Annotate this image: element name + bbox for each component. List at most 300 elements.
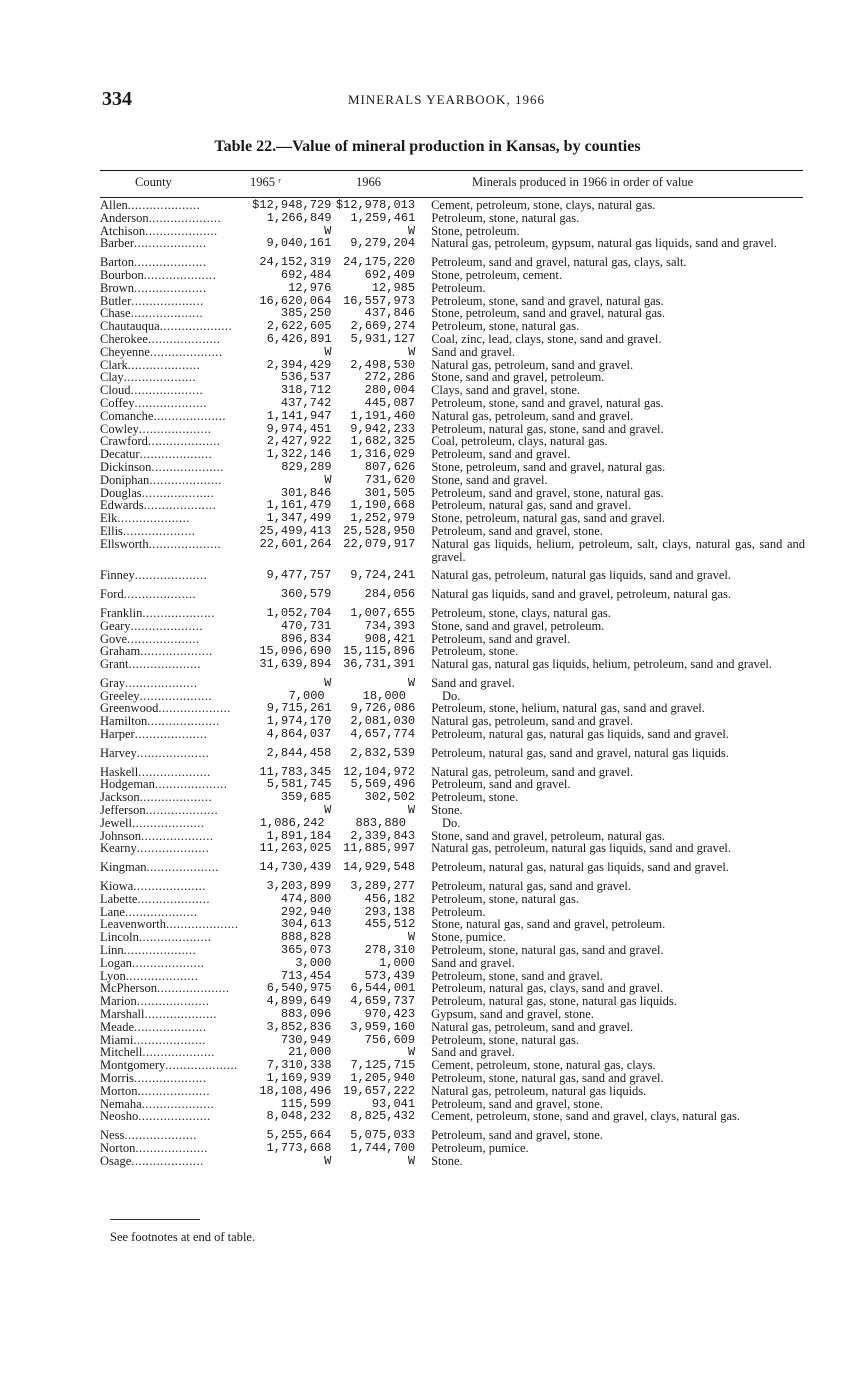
leader-dots: .................... <box>159 319 233 334</box>
value-1966: 1,316,029 <box>350 447 416 462</box>
table-row <box>100 237 805 250</box>
leader-dots: .................... <box>124 904 198 919</box>
value-1966: 5,569,496 <box>350 777 416 792</box>
value-1966: 14,929,548 <box>343 860 416 875</box>
county-name: Morris <box>100 1071 135 1085</box>
county-name: Logan <box>100 955 132 970</box>
value-1966: 573,439 <box>364 968 416 983</box>
column-header-1966: 1966 <box>356 175 381 189</box>
leader-dots: .................... <box>131 1153 204 1168</box>
value-1966: 302,502 <box>364 790 416 805</box>
value-1966: W <box>407 930 416 945</box>
value-1965: 18,108,496 <box>259 1083 332 1098</box>
minerals-produced: Sand and gravel. <box>431 1045 515 1060</box>
minerals-produced: Natural gas, petroleum, sand and gravel. <box>431 408 634 423</box>
leader-dots: .................... <box>148 210 222 225</box>
value-1966: 4,657,774 <box>350 727 416 742</box>
value-1966: 3,289,277 <box>350 879 416 894</box>
value-1965: 2,622,605 <box>266 319 332 334</box>
leader-dots: .................... <box>123 943 197 958</box>
value-1966: 692,409 <box>364 267 416 282</box>
minerals-produced: Petroleum, sand and gravel, stone, natural gas. <box>431 485 664 500</box>
leader-dots: .................... <box>122 523 196 538</box>
table-row <box>100 620 805 633</box>
county-name: Ford <box>100 587 124 602</box>
value-1966: $12,978,013 <box>335 198 416 212</box>
value-1965: 3,000 <box>295 955 332 970</box>
county-name: Brown <box>100 280 135 295</box>
county-name: Edwards <box>100 498 144 513</box>
value-1965: 1,974,170 <box>266 714 332 729</box>
value-1966: W <box>407 1153 416 1168</box>
minerals-produced: Petroleum, stone, natural gas, sand and gravel. <box>431 943 664 958</box>
value-1965: 9,715,261 <box>266 701 332 716</box>
value-1965: 8,048,232 <box>266 1109 332 1124</box>
minerals-produced: Petroleum, natural gas, natural gas liquids, sand and gravel. <box>431 860 729 875</box>
minerals-produced: Petroleum, natural gas, sand and gravel. <box>431 498 632 513</box>
value-1966: W <box>407 803 416 818</box>
county-name: Cloud <box>100 383 131 398</box>
value-1966: 9,724,241 <box>350 568 416 583</box>
leader-dots: .................... <box>131 955 205 970</box>
value-1965: W <box>324 1153 332 1168</box>
leader-dots: .................... <box>137 1083 210 1098</box>
county-cell <box>100 861 220 874</box>
county-name: Cowley <box>100 421 139 436</box>
leader-dots: .................... <box>117 511 190 526</box>
value-1966: 1,252,979 <box>350 511 416 526</box>
value-1965: 2,394,429 <box>266 357 332 372</box>
minerals-produced: Petroleum. <box>431 280 486 295</box>
value-1966: 272,286 <box>364 370 416 385</box>
value-1966: 445,087 <box>364 395 416 410</box>
value-1966: 11,885,997 <box>343 841 416 856</box>
value-1965: 730,949 <box>280 1032 332 1047</box>
leader-dots: .................... <box>151 459 224 474</box>
table-row <box>100 893 805 906</box>
county-name: Lane <box>100 904 125 919</box>
minerals-produced: Petroleum, stone, natural gas. <box>431 1032 579 1047</box>
minerals-produced: Stone. <box>431 803 463 818</box>
leader-dots: .................... <box>138 764 211 779</box>
column-header-county: County <box>135 175 172 189</box>
county-name: Mitchell <box>100 1045 143 1060</box>
minerals-produced: Petroleum, sand and gravel, stone. <box>431 1096 603 1111</box>
value-1966: 8,825,432 <box>350 1109 416 1124</box>
minerals-produced: Stone, natural gas, sand and gravel, petroleum. <box>431 917 666 932</box>
minerals-produced: Petroleum, sand and gravel. <box>431 631 571 646</box>
leader-dots: .................... <box>142 1045 215 1060</box>
county-name: Greenwood <box>100 701 159 716</box>
table-row <box>100 944 805 957</box>
value-1965: 14,730,439 <box>259 860 332 875</box>
minerals-produced: Petroleum, natural gas, stone, natural gas liquids. <box>431 994 677 1009</box>
leader-dots: .................... <box>134 568 208 583</box>
county-name: Labette <box>100 891 138 906</box>
minerals-produced: Petroleum, stone, natural gas. <box>431 319 580 334</box>
county-name: Barber <box>100 236 135 251</box>
minerals-produced: Clays, sand and gravel, stone. <box>431 383 581 398</box>
table-row <box>100 658 805 671</box>
value-1966: 12,985 <box>371 280 416 295</box>
county-name: Haskell <box>100 764 139 779</box>
value-1966: 1,682,325 <box>350 434 416 449</box>
value-1966: 5,931,127 <box>350 331 416 346</box>
minerals-produced: Stone, sand and gravel. <box>431 472 548 487</box>
value-1965: 1,161,479 <box>266 498 332 513</box>
value-1965: 31,639,894 <box>259 657 332 672</box>
value-1965: 25,499,413 <box>259 523 332 538</box>
table-row <box>100 1110 805 1123</box>
value-1965: 883,096 <box>280 1007 332 1022</box>
county-name: Jefferson <box>100 803 146 818</box>
value-1965: 9,040,161 <box>266 236 332 251</box>
minerals-produced: Do. <box>441 815 461 830</box>
leader-dots: .................... <box>123 587 197 602</box>
leader-dots: .................... <box>140 644 213 659</box>
minerals-produced: Petroleum, natural gas, clays, sand and gravel. <box>431 981 664 996</box>
value-1965: 474,800 <box>280 891 332 906</box>
value-1965: 5,255,664 <box>266 1128 332 1143</box>
minerals-produced: Petroleum, sand and gravel, natural gas, clays, salt. <box>431 255 687 270</box>
column-header-1965: 1965 ʳ <box>250 175 281 189</box>
footnote: See footnotes at end of table. <box>110 1230 256 1244</box>
minerals-produced: Petroleum, sand and gravel, stone. <box>431 1128 603 1143</box>
value-1966: 1,190,668 <box>350 498 416 513</box>
county-name: Butler <box>100 293 132 308</box>
county-name: Franklin <box>100 605 143 620</box>
county-name: Ellsworth <box>100 536 149 551</box>
table-row <box>100 861 805 874</box>
value-1966: 93,041 <box>371 1096 416 1111</box>
value-1966: 2,832,539 <box>350 745 416 760</box>
value-1965: 6,540,975 <box>266 981 332 996</box>
value-1965: 301,846 <box>280 485 332 500</box>
value-1966: W <box>407 223 416 238</box>
county-name: Allen <box>100 198 128 212</box>
county-name: Lincoln <box>100 930 139 945</box>
leader-dots: .................... <box>134 395 207 410</box>
county-name: Crawford <box>100 434 148 449</box>
value-1966: 24,175,220 <box>343 255 416 270</box>
value-1966: 756,609 <box>364 1032 416 1047</box>
leader-dots: .................... <box>136 745 210 760</box>
minerals-produced: Petroleum, stone, natural gas, sand and gravel. <box>431 1071 664 1085</box>
county-name: Jewell <box>100 815 132 830</box>
county-name: Clay <box>100 370 124 385</box>
value-1966: W <box>408 344 416 359</box>
value-1965: 11,783,345 <box>259 764 332 779</box>
value-1966: 2,339,843 <box>350 828 416 843</box>
value-1966: 970,423 <box>364 1007 416 1022</box>
minerals-produced: Gypsum, sand and gravel, stone. <box>431 1007 594 1022</box>
minerals-produced: Cement, petroleum, stone, clays, natural gas. <box>431 198 656 212</box>
county-name: Leavenworth <box>100 917 166 932</box>
county-name: Morton <box>100 1083 138 1098</box>
county-name: Kearny <box>100 841 137 856</box>
value-1966: 2,498,530 <box>350 357 416 372</box>
leader-dots: .................... <box>135 1140 208 1155</box>
value-1965: 16,620,064 <box>259 293 332 308</box>
county-cell <box>100 728 220 741</box>
minerals-produced: Natural gas, petroleum, sand and gravel. <box>431 1019 634 1034</box>
value-1966: 19,657,222 <box>343 1083 416 1098</box>
minerals-produced: Natural gas, petroleum, natural gas liquids, sand and gravel. <box>431 841 731 856</box>
leader-dots: .................... <box>134 727 208 742</box>
value-1965: 2,844,458 <box>266 745 332 760</box>
minerals-produced: Stone, petroleum, natural gas, sand and gravel. <box>431 511 666 526</box>
value-1966: 1,000 <box>379 955 416 970</box>
value-1965: 1,773,668 <box>266 1140 332 1155</box>
leader-dots: .................... <box>140 828 214 843</box>
value-1965: 360,579 <box>280 587 332 602</box>
minerals-produced: Natural gas, petroleum, natural gas liquids. <box>431 1083 647 1098</box>
value-1965: 829,289 <box>281 459 332 474</box>
minerals-produced: Petroleum, pumice. <box>431 1140 529 1155</box>
leader-dots: .................... <box>130 383 204 398</box>
minerals-produced: Petroleum, stone, sand and gravel. <box>431 968 603 983</box>
county-name: Jackson <box>100 790 140 805</box>
leader-dots: .................... <box>143 498 217 513</box>
leader-dots: .................... <box>142 605 215 620</box>
column-header-minerals: Minerals produced in 1966 in order of value <box>472 175 694 189</box>
county-name: Finney <box>100 568 135 583</box>
leader-dots: .................... <box>143 267 217 282</box>
value-1966: 6,544,001 <box>350 981 416 996</box>
value-1965: 318,712 <box>280 383 332 398</box>
county-name: Johnson <box>100 828 141 843</box>
value-1965: 6,426,891 <box>266 331 332 346</box>
table-row <box>100 1142 805 1155</box>
table-row <box>100 1155 805 1168</box>
county-name: Decatur <box>100 447 140 462</box>
county-name: Osage <box>100 1153 132 1168</box>
minerals-produced: Coal, zinc, lead, clays, stone, sand and gravel. <box>431 331 662 346</box>
value-1965: 9,974,451 <box>266 421 332 436</box>
value-1965: 21,000 <box>288 1045 332 1060</box>
county-cell <box>100 538 220 551</box>
leader-dots: .................... <box>125 675 198 690</box>
leader-dots: .................... <box>146 860 220 875</box>
value-1965: 365,073 <box>280 943 332 958</box>
leader-dots: .................... <box>145 803 219 818</box>
value-1965: 24,152,319 <box>259 255 332 270</box>
county-name: Doniphan <box>100 472 150 487</box>
value-1965: 115,599 <box>280 1096 332 1111</box>
leader-dots: .................... <box>156 981 230 996</box>
county-cell <box>100 842 220 855</box>
minerals-produced: Petroleum, sand and gravel. <box>431 447 571 462</box>
value-1965: $12,948,729 <box>252 198 332 212</box>
table-body <box>100 199 805 1168</box>
table-row <box>100 728 805 741</box>
minerals-produced: Sand and gravel. <box>431 955 515 970</box>
leader-dots: .................... <box>138 421 212 436</box>
county-name: Anderson <box>100 210 149 225</box>
value-1965: 1,169,939 <box>266 1071 332 1085</box>
leader-dots: .................... <box>147 714 220 729</box>
value-1966: 293,138 <box>364 904 416 919</box>
leader-dots: .................... <box>147 331 221 346</box>
minerals-produced: Petroleum, stone, clays, natural gas. <box>431 605 611 620</box>
value-1965: W <box>324 223 332 238</box>
county-name: Douglas <box>100 485 142 500</box>
leader-dots: .................... <box>131 815 205 830</box>
minerals-produced: Stone, petroleum, cement. <box>431 267 562 282</box>
leader-dots: .................... <box>149 344 223 359</box>
leader-dots: .................... <box>138 930 212 945</box>
county-cell <box>100 588 220 601</box>
county-name: Kingman <box>100 860 147 875</box>
minerals-produced: Petroleum, natural gas, stone, sand and gravel. <box>431 421 664 436</box>
minerals-produced: Petroleum, natural gas, natural gas liquids, sand and gravel. <box>431 727 729 742</box>
value-1966: 456,182 <box>364 891 416 906</box>
value-1966: 9,279,204 <box>350 236 416 251</box>
county-name: Ness <box>100 1128 125 1143</box>
minerals-produced: Stone, petroleum, sand and gravel, natural gas. <box>431 306 666 321</box>
value-1965: 12,976 <box>288 280 332 295</box>
value-1965: 1,141,947 <box>266 408 332 423</box>
value-1965: 359,685 <box>280 790 332 805</box>
minerals-produced: Natural gas liquids, helium, petroleum, salt, clays, natural gas, sand and gravel. <box>431 536 805 564</box>
minerals-produced: Petroleum, stone. <box>431 790 519 805</box>
leader-dots: .................... <box>147 434 221 449</box>
leader-dots: .................... <box>136 841 210 856</box>
value-1965: 692,484 <box>280 267 332 282</box>
value-1966: 883,880 <box>355 815 406 830</box>
value-1966: 16,557,973 <box>343 293 416 308</box>
minerals-produced: Stone, sand and gravel, petroleum. <box>431 618 605 633</box>
county-cell <box>100 569 220 582</box>
value-1966: 3,959,160 <box>350 1019 416 1034</box>
value-1966: 2,081,030 <box>350 714 416 729</box>
value-1966: 22,079,917 <box>343 536 416 551</box>
value-1965: 1,266,849 <box>266 210 332 225</box>
table-row <box>100 588 805 601</box>
county-name: Atchison <box>100 223 146 238</box>
table-row <box>100 282 805 295</box>
value-1965: 2,427,922 <box>266 434 332 449</box>
leader-dots: .................... <box>158 701 231 716</box>
value-1966: 437,846 <box>364 306 416 321</box>
value-1966: 15,115,896 <box>343 644 416 659</box>
value-1965: 5,581,745 <box>266 777 332 792</box>
value-1965: 4,864,037 <box>266 727 332 742</box>
county-name: Barton <box>100 255 135 270</box>
minerals-produced: Natural gas, petroleum, sand and gravel. <box>431 714 634 729</box>
value-1966: 284,056 <box>364 587 416 602</box>
minerals-produced: Petroleum, stone. <box>431 644 519 659</box>
leader-dots: .................... <box>136 994 210 1009</box>
value-1965: 536,537 <box>280 370 332 385</box>
value-1965: 437,742 <box>280 395 332 410</box>
value-1965: 11,263,025 <box>259 841 332 856</box>
value-1965: W <box>324 675 332 690</box>
value-1966: W <box>407 1045 416 1060</box>
county-name: Cherokee <box>100 331 148 346</box>
minerals-produced: Natural gas, petroleum, sand and gravel. <box>431 764 634 779</box>
leader-dots: .................... <box>127 198 201 212</box>
county-cell <box>100 658 220 671</box>
page-number: 334 <box>102 88 132 110</box>
value-1966: 1,259,461 <box>350 210 416 225</box>
value-1966: 9,942,233 <box>350 421 416 436</box>
county-cell <box>100 1110 220 1123</box>
value-1965: 304,613 <box>281 917 332 932</box>
value-1966: 5,075,033 <box>350 1128 416 1143</box>
minerals-produced: Petroleum, natural gas, sand and gravel, natural gas liquids. <box>431 745 729 760</box>
minerals-produced: Stone, pumice. <box>431 930 506 945</box>
leader-dots: .................... <box>141 485 215 500</box>
value-1965: 1,052,704 <box>266 605 332 620</box>
table-row <box>100 804 805 817</box>
leader-dots: .................... <box>127 357 201 372</box>
value-1965: W <box>324 472 332 487</box>
value-1966: 1,007,655 <box>350 605 416 620</box>
leader-dots: .................... <box>165 917 239 932</box>
county-name: Hamilton <box>100 714 148 729</box>
minerals-produced: Stone, petroleum. <box>431 223 520 238</box>
minerals-produced: Stone, petroleum, sand and gravel, natural gas. <box>431 459 666 474</box>
minerals-produced: Sand and gravel. <box>431 344 515 359</box>
minerals-produced: Petroleum, stone, sand and gravel, natural gas. <box>431 395 664 410</box>
county-name: Comanche <box>100 408 154 423</box>
county-name: Chautauqua <box>100 319 160 334</box>
table-title <box>0 138 855 156</box>
minerals-produced: Do. <box>441 688 461 703</box>
county-name: Dickinson <box>100 459 152 474</box>
value-1966: 301,505 <box>364 485 416 500</box>
minerals-produced: Stone. <box>431 1153 463 1168</box>
county-name: Nemaha <box>100 1096 142 1111</box>
county-name: Greeley <box>100 688 140 703</box>
table-title-text: —Value of mineral production in Kansas, by counties <box>276 138 641 155</box>
county-name: Harper <box>100 727 135 742</box>
county-name: Chase <box>100 306 131 321</box>
minerals-produced: Petroleum. <box>431 904 486 919</box>
value-1966: W <box>407 675 416 690</box>
county-cell <box>100 747 220 760</box>
county-name: Montgomery <box>100 1058 166 1073</box>
leader-dots: .................... <box>123 370 197 385</box>
value-1966: 734,393 <box>364 618 416 633</box>
minerals-produced: Cement, petroleum, stone, sand and gravel, clays, natural gas. <box>431 1109 741 1124</box>
footnote-rule <box>110 1219 200 1220</box>
county-name: Neosho <box>100 1109 139 1124</box>
value-1965: 22,601,264 <box>259 536 332 551</box>
value-1966: 36,731,391 <box>343 657 416 672</box>
value-1966: 25,528,950 <box>343 523 416 538</box>
county-name: Harvey <box>100 745 137 760</box>
value-1965: 1,086,242 <box>259 815 325 830</box>
minerals-produced: Natural gas, petroleum, natural gas liquids, sand and gravel. <box>431 568 731 583</box>
county-name: Linn <box>100 943 124 958</box>
county-name: Kiowa <box>100 879 134 894</box>
value-1966: 9,726,086 <box>350 701 416 716</box>
minerals-produced: Petroleum, stone, sand and gravel, natural gas. <box>431 293 664 308</box>
minerals-produced: Petroleum, natural gas, sand and gravel. <box>431 879 632 894</box>
leader-dots: .................... <box>128 657 201 672</box>
county-name: Marion <box>100 994 137 1009</box>
minerals-produced: Coal, petroleum, clays, natural gas. <box>431 434 608 449</box>
leader-dots: .................... <box>130 306 204 321</box>
value-1966: 1,205,940 <box>350 1071 416 1085</box>
value-1966: 731,620 <box>364 472 416 487</box>
value-1965: 7,310,338 <box>266 1058 332 1073</box>
leader-dots: .................... <box>139 688 213 703</box>
county-name: Ellis <box>100 523 123 538</box>
minerals-produced: Natural gas, petroleum, gypsum, natural gas liquids, sand and gravel. <box>431 236 777 251</box>
